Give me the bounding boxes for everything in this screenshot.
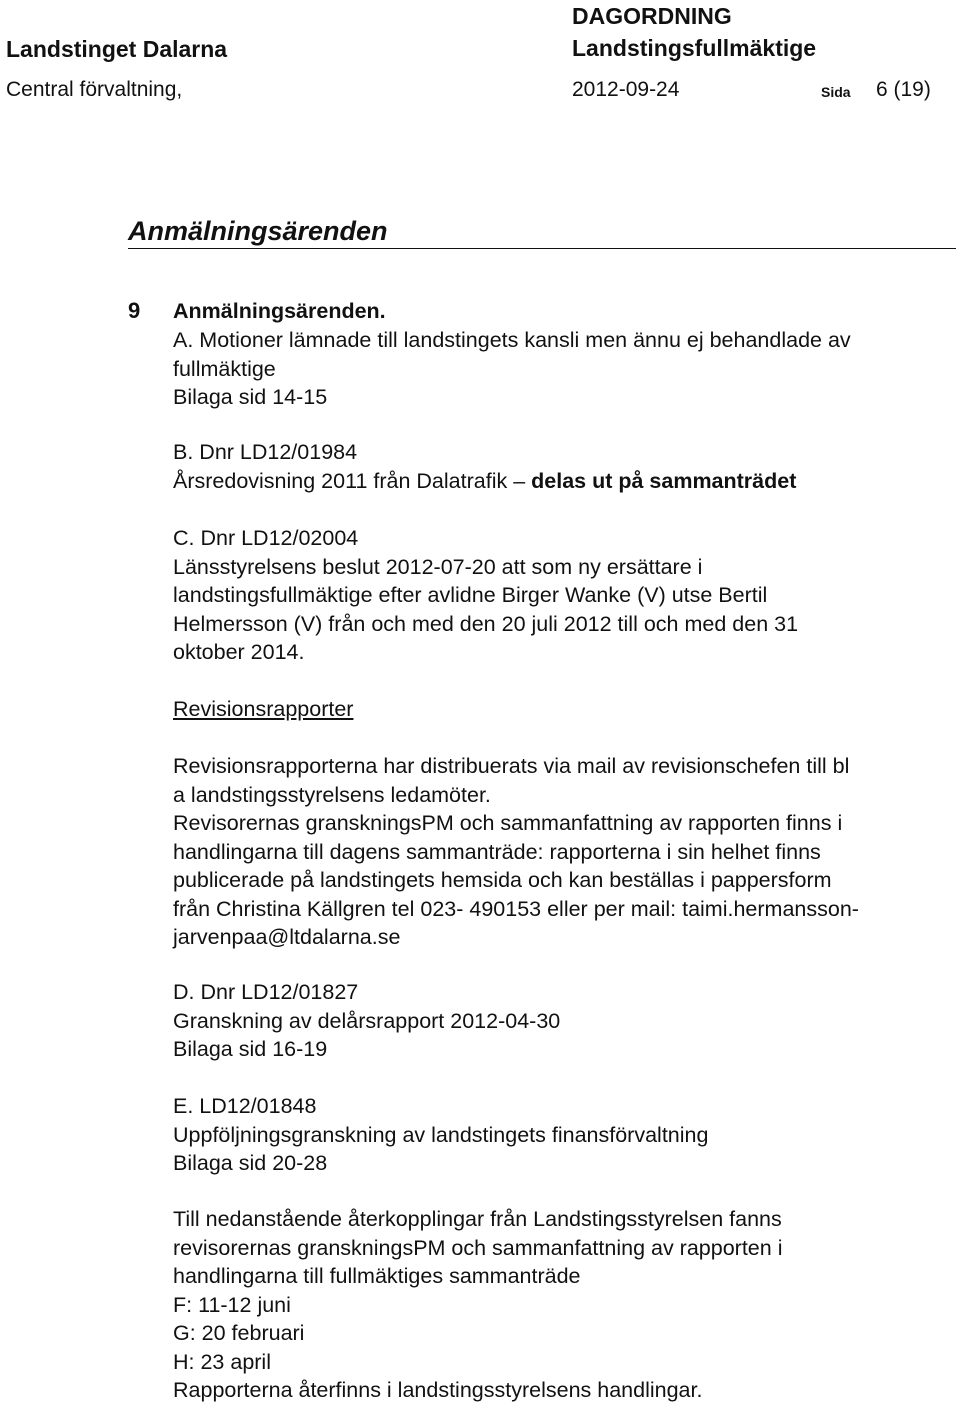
entry-d-line: D. Dnr LD12/01827 xyxy=(173,980,359,1004)
entry-a-line: Bilaga sid 14-15 xyxy=(173,385,328,409)
revision-line: a landstingsstyrelsens ledamöter. xyxy=(173,782,491,807)
feedback-line: H: 23 april xyxy=(173,1349,271,1374)
entry-c-line: Helmersson (V) från och med den 20 juli 2012 till och med den 31 xyxy=(173,611,799,636)
entry-e-line: Uppföljningsgranskning av landstingets finansförvaltning xyxy=(173,1122,709,1147)
entry-b-text: Årsredovisning 2011 från Dalatrafik – xyxy=(173,468,532,493)
feedback-line: revisorernas granskningsPM och sammanfattning av rapporten i xyxy=(173,1235,783,1260)
department: Central förvaltning, xyxy=(6,78,183,101)
page-number: 6 (19) xyxy=(876,78,931,101)
feedback-line: handlingarna till fullmäktiges sammanträde xyxy=(173,1264,581,1288)
section-title: Anmälningsärenden xyxy=(128,216,388,246)
entry-d-line: Granskning av delårsrapport 2012-04-30 xyxy=(173,1008,561,1033)
entry-b-note: delas ut på sammanträdet xyxy=(531,468,797,493)
doc-type: DAGORDNING xyxy=(572,3,732,29)
entry-c-line: Länsstyrelsens beslut 2012-07-20 att som ny ersättare i xyxy=(173,554,703,579)
revision-line: Revisorernas granskningsPM och sammanfattning av rapporten finns i xyxy=(173,811,843,835)
revision-line: publicerade på landstingets hemsida och kan beställas i pappersform xyxy=(173,868,832,892)
entry-b-line: B. Dnr LD12/01984 xyxy=(173,440,358,464)
entry-d xyxy=(173,978,958,1064)
entry-c xyxy=(173,524,958,667)
entry-d-line: Bilaga sid 16-19 xyxy=(173,1037,328,1061)
revision-block xyxy=(173,752,958,952)
entry-e-line: E. LD12/01848 xyxy=(173,1094,317,1118)
entry-e-line: Bilaga sid 20-28 xyxy=(173,1151,328,1175)
feedback-line: Rapporterna återfinns i landstingsstyrelsens handlingar. xyxy=(173,1378,703,1402)
entry-a-line: fullmäktige xyxy=(173,356,276,381)
revision-heading: Revisionsrapporter xyxy=(173,697,354,721)
entry-c-line: C. Dnr LD12/02004 xyxy=(173,526,359,550)
revision-line: jarvenpaa@ltdalarna.se xyxy=(173,925,401,949)
entry-b-line xyxy=(173,467,958,496)
entry-c-line: landstingsfullmäktige efter avlidne Birger Wanke (V) utse Bertil xyxy=(173,583,768,607)
revision-line: Revisionsrapporterna har distribuerats via mail av revisionschefen till bl xyxy=(173,754,850,778)
entry-a-line: A. Motioner lämnade till landstingets kansli men ännu ej behandlade av xyxy=(173,328,851,352)
feedback-line: Till nedanstående återkopplingar från Landstingsstyrelsen fanns xyxy=(173,1207,782,1231)
entry-c-line: oktober 2014. xyxy=(173,640,305,664)
feedback-line: G: 20 februari xyxy=(173,1321,305,1345)
org-name: Landstinget Dalarna xyxy=(6,36,228,62)
section-divider xyxy=(128,248,956,249)
item-number: 9 xyxy=(128,298,141,323)
meeting-date: 2012-09-24 xyxy=(572,78,680,101)
feedback-block xyxy=(173,1205,958,1405)
item-title: Anmälningsärenden. xyxy=(173,299,386,323)
revision-line: från Christina Källgren tel 023- 490153 eller per mail: taimi.hermansson- xyxy=(173,896,859,921)
page-label: Sida xyxy=(821,84,851,100)
entry-b xyxy=(173,438,958,495)
assembly-name: Landstingsfullmäktige xyxy=(572,35,817,61)
entry-a xyxy=(173,326,958,412)
entry-e xyxy=(173,1092,958,1178)
feedback-line: F: 11-12 juni xyxy=(173,1292,291,1317)
revision-line: handlingarna till dagens sammanträde: rapporterna i sin helhet finns xyxy=(173,839,821,864)
